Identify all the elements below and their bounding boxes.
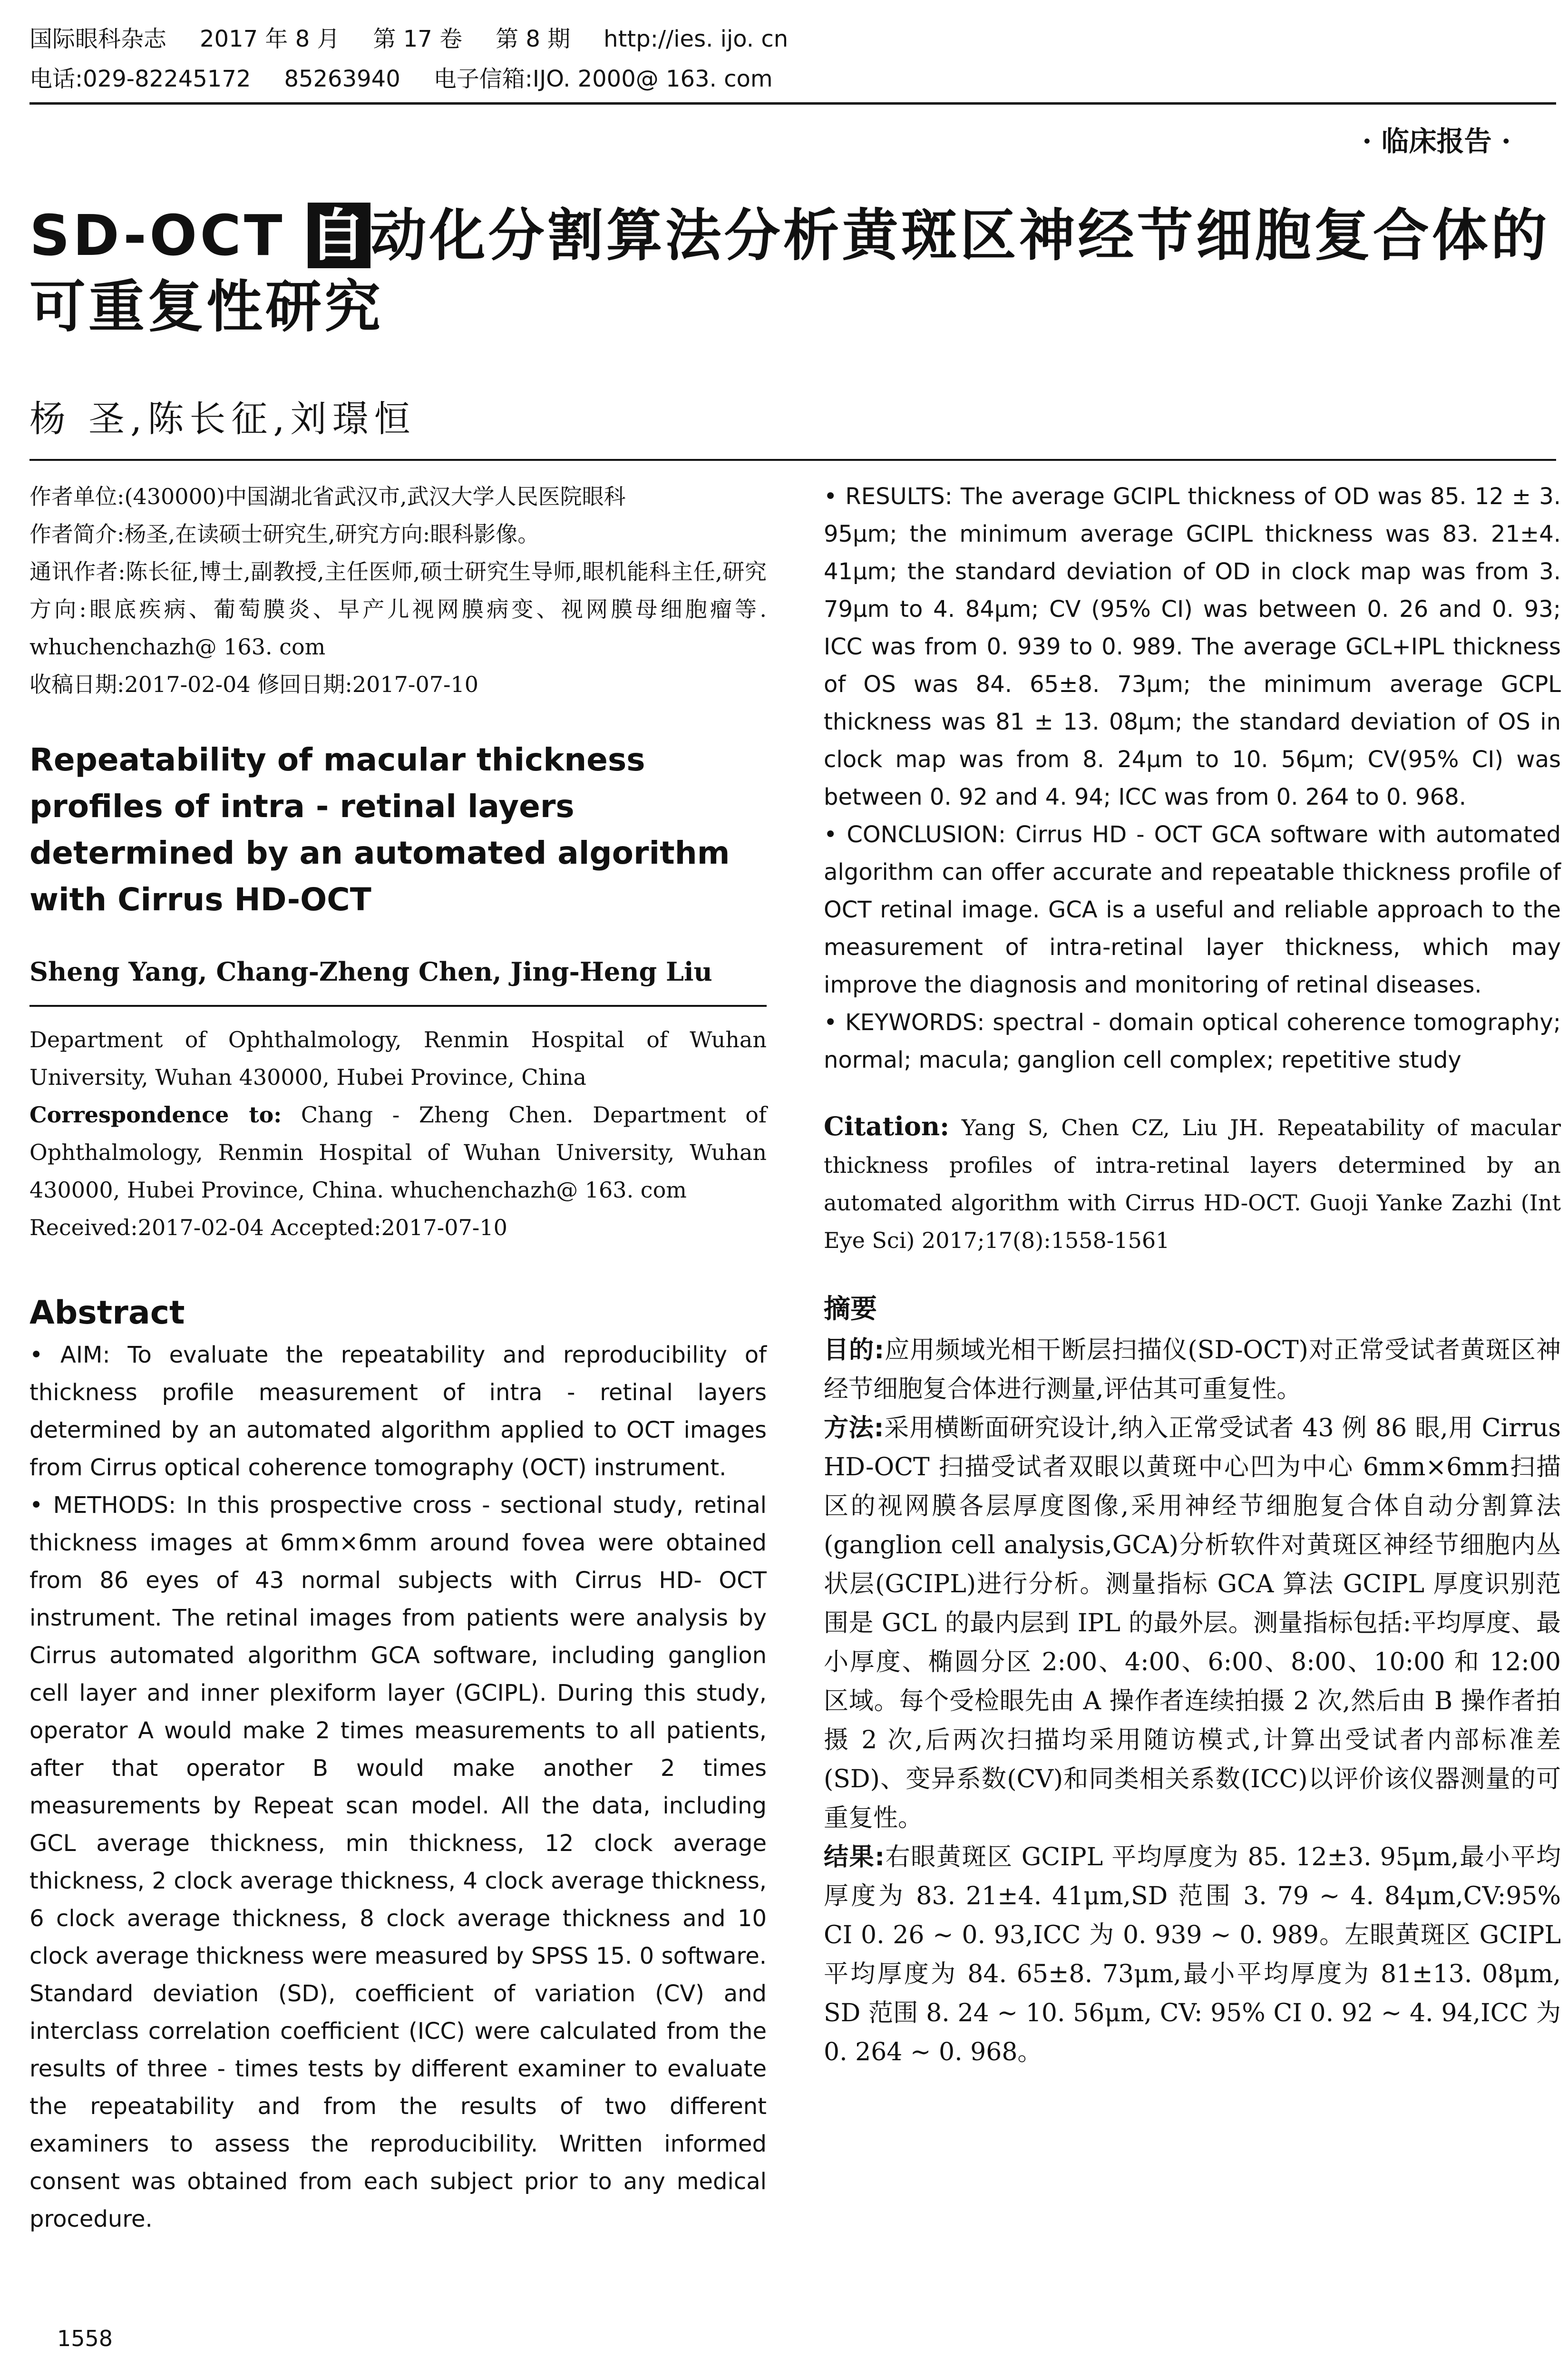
journal-header: [29, 19, 1556, 99]
page-number: 1558: [57, 2326, 113, 2351]
phone: 电话:029-82245172: [29, 66, 251, 92]
english-title: Repeatability of macular thickness profiles of intra - retinal layers determined by an automated algorithm with Cirrus HD-OCT: [29, 741, 730, 918]
english-affiliation: [29, 1021, 767, 1247]
header-line-2: [29, 59, 1556, 99]
abstract-body: [29, 1336, 767, 2238]
abstract-aim: • AIM: To evaluate the repeatability and reproducibility of thickness profile measurement of intra - retinal layers determined by an automated algorithm applied to OCT images from Cirrus optical coherence tomography (OCT) instrument.: [29, 1342, 767, 1481]
citation-text: Yang S, Chen CZ, Liu JH. Repeatability of macular thickness profiles of intra-retinal layers determined by an automated algorithm with Cirrus HD-OCT. Guoji Yanke Zazhi (Int Eye Sci) 2017;17(8):1558-1561: [824, 1115, 1561, 1253]
left-column: [29, 478, 767, 2238]
header-line-1: [29, 19, 1556, 59]
abstract-conclusion: • CONCLUSION: Cirrus HD - OCT GCA software with automated algorithm can offer accurate and repeatable thickness profile of OCT retinal image. GCA is a useful and reliable approach to the measurement of intra-retinal layer thickness, which may improve the diagnosis and monitoring of retinal diseases.: [824, 821, 1561, 998]
title-chinese: [29, 200, 1551, 342]
department: Department of Ophthalmology, Renmin Hospital of Wuhan University, Wuhan 430000, Hubei Province, China: [29, 1027, 767, 1090]
chinese-results-text: 右眼黄斑区 GCIPL 平均厚度为 85. 12±3. 95μm,最小平均厚度为 83. 21±4. 41μm,SD 范围 3. 79 ~ 4. 84μm,CV:95% CI 0. 26 ~ 0. 93,ICC 为 0. 939 ~ 0. 989。左眼黄斑区 GCIPL 平均厚度为 84. 65±8. 73μm,最小平均厚度为 81±13. 08μm, SD 范围 8. 24 ~ 10. 56μm, CV: 95% CI 0. 92 ~ 4. 94,ICC 为 0. 264 ~ 0. 968。: [824, 1843, 1561, 2066]
right-column: [824, 478, 1561, 2072]
issue-number: 第 8 期: [496, 26, 571, 52]
phone-2: 85263940: [284, 66, 400, 92]
citation: [824, 1108, 1561, 1259]
affil-unit: 作者单位:(430000)中国湖北省武汉市,武汉大学人民医院眼科: [29, 484, 626, 509]
issue-date: 2017 年 8 月: [200, 26, 340, 52]
affil-dates: 收稿日期:2017-02-04 修回日期:2017-07-10: [29, 672, 479, 697]
chinese-methods-text: 采用横断面研究设计,纳入正常受试者 43 例 86 眼,用 Cirrus HD-OCT 扫描受试者双眼以黄斑中心凹为中心 6mm×6mm扫描区的视网膜各层厚度图像,采用神经节细胞复合体自动分割算法(ganglion cell analysis,GCA)分析软件对黄斑区神经节细胞内丛状层(GCIPL)进行分析。测量指标 GCA 算法 GCIPL 厚度识别范围是 GCL 的最内层到 IPL 的最外层。测量指标包括:平均厚度、最小厚度、椭圆分区 2:00、4:00、6:00、8:00、10:00 和 12:00 区域。每个受检眼先由 A 操作者连续拍摄 2 次,然后由 B 操作者拍摄 2 次,后两次扫描均采用随访模式,计算出受试者内部标准差(SD)、变异系数(CV)和同类相关系数(ICC)以评价该仪器测量的可重复性。: [824, 1414, 1561, 1832]
correspondence: [29, 1096, 767, 1209]
header-rule: [29, 102, 1556, 105]
chinese-methods-label: 方法:: [824, 1414, 884, 1442]
chinese-aim: [824, 1331, 1561, 1409]
volume: 第 17 卷: [373, 26, 463, 52]
received-accepted: Received:2017-02-04 Accepted:2017-07-10: [29, 1215, 507, 1240]
chinese-aim-label: 目的:: [824, 1336, 885, 1364]
title-highlight: 自: [308, 203, 370, 268]
title-rule: [29, 459, 1556, 461]
abstract-keywords: • KEYWORDS: spectral - domain optical coherence tomography; normal; macula; ganglion cell complex; repetitive study: [824, 1009, 1561, 1073]
abstract-continued: [824, 478, 1561, 1079]
affil-author-intro: 作者简介:杨圣,在读硕士研究生,研究方向:眼科影像。: [29, 521, 540, 547]
citation-label: Citation:: [824, 1111, 950, 1141]
affiliation-chinese: [29, 478, 767, 703]
abstract-results: • RESULTS: The average GCIPL thickness of OD was 85. 12 ± 3. 95μm; the minimum average GCIPL thickness was 83. 21±4. 41μm; the standard deviation of OD in clock map was from 3. 79μm to 4. 84μm; CV (95% CI) was between 0. 26 and 0. 93; ICC was from 0. 939 to 0. 989. The average GCL+IPL thickness of OS was 84. 65±8. 73μm; the minimum average GCPL thickness was 81 ± 13. 08μm; the standard deviation of OS in clock map was from 8. 24μm to 10. 56μm; CV(95% CI) was between 0. 92 and 4. 94; ICC was from 0. 264 to 0. 968.: [824, 483, 1561, 810]
title-part-1: SD-OCT: [29, 203, 308, 268]
abstract-heading: Abstract: [29, 1294, 185, 1332]
journal-name: 国际眼科杂志: [29, 26, 167, 52]
section-tag: · 临床报告 ·: [1362, 125, 1511, 157]
email: 电子信箱:IJO. 2000@ 163. com: [433, 66, 773, 92]
journal-url: http://ies. ijo. cn: [604, 26, 789, 52]
affil-corresponding: 通讯作者:陈长征,博士,副教授,主任医师,硕士研究生导师,眼机能科主任,研究方向:眼底疾病、葡萄膜炎、早产儿视网膜病变、视网膜母细胞瘤等. whuchenchazh@ 163. com: [29, 559, 767, 660]
chinese-abstract-heading: 摘要: [824, 1294, 877, 1325]
title-part-2: 动化分割算法分析黄斑区神经节细胞复合体的可重复性研究: [29, 203, 1550, 340]
chinese-results: [824, 1838, 1561, 2072]
english-authors: Sheng Yang, Chang-Zheng Chen, Jing-Heng Liu: [29, 956, 767, 1007]
authors-chinese: 杨 圣,陈长征,刘璟恒: [29, 398, 416, 440]
chinese-results-label: 结果:: [824, 1843, 885, 1871]
chinese-methods: [824, 1409, 1561, 1838]
correspondence-text: Chang - Zheng Chen. Department of Ophthalmology, Renmin Hospital of Wuhan University, Wuhan 430000, Hubei Province, China. whuchenchazh@ 163. com: [29, 1102, 767, 1203]
chinese-aim-text: 应用频域光相干断层扫描仪(SD-OCT)对正常受试者黄斑区神经节细胞复合体进行测量,评估其可重复性。: [824, 1336, 1561, 1403]
abstract-methods: • METHODS: In this prospective cross - sectional study, retinal thickness images at 6mm×6mm around fovea were obtained from 86 eyes of 43 normal subjects with Cirrus HD- OCT instrument. The retinal images from patients were analysis by Cirrus automated algorithm GCA software, including ganglion cell layer and inner plexiform layer (GCIPL). During this study, operator A would make 2 times measurements to all patients, after that operator B would make another 2 times measurements by Repeat scan model. All the data, including GCL average thickness, min thickness, 12 clock average thickness, 2 clock average thickness, 4 clock average thickness, 6 clock average thickness, 8 clock average thickness and 10 clock average thickness were measured by SPSS 15. 0 software. Standard deviation (SD), coefficient of variation (CV) and interclass correlation coefficient (ICC) were calculated from the results of three - times tests by different examiner to evaluate the repeatability and from the results of two different examiners to assess the reproducibility. Written informed consent was obtained from each subject prior to any medical procedure.: [29, 1492, 767, 2232]
correspondence-label: Correspondence to:: [29, 1102, 282, 1128]
